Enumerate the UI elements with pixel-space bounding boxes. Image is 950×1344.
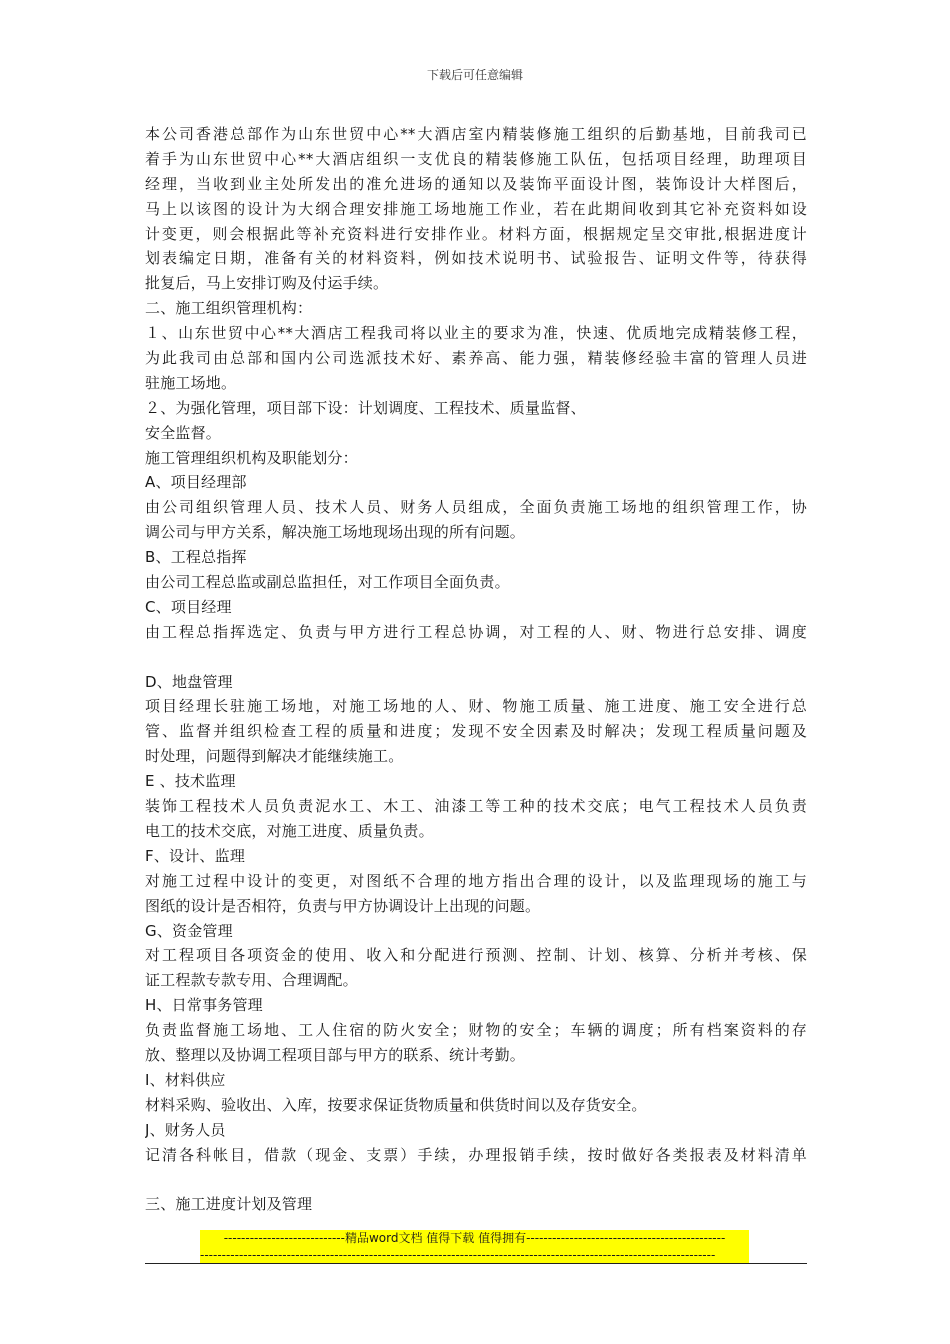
text-line: 计变更，则会根据此等补充资料进行安排作业。材料方面，根据规定呈交审批,根据进度计: [145, 224, 807, 243]
text-line: B、工程总指挥: [145, 548, 247, 567]
text-line: I、材料供应: [145, 1070, 226, 1089]
footer-banner: [200, 1230, 749, 1264]
blank-line: [145, 1167, 807, 1192]
text-line: 本公司香港总部作为山东世贸中心**大酒店室内精装修施工组织的后勤基地，目前我司已: [145, 125, 807, 143]
text-line: 调公司与甲方关系，解决施工场地现场出现的所有问题。: [145, 523, 526, 542]
text-line: 二、施工组织管理机构：: [145, 299, 313, 318]
footer-divider: [145, 1263, 807, 1264]
text-line: 材料采购、验收出、入库，按要求保证货物质量和供货时间以及存货安全。: [145, 1095, 647, 1114]
text-line: C、项目经理: [145, 597, 232, 616]
text-line: 着手为山东世贸中心**大酒店组织一支优良的精装修施工队伍，包括项目经理，助理项目: [145, 149, 807, 168]
document-body: [145, 122, 807, 1217]
text-line: G、资金管理: [145, 921, 233, 940]
page-header: 下载后可任意编辑: [426, 68, 523, 82]
text-line: 驻施工场地。: [145, 373, 237, 392]
text-line: H、日常事务管理: [145, 996, 263, 1015]
text-line: 对施工过程中设计的变更，对图纸不合理的地方指出合理的设计，以及监理现场的施工与: [145, 871, 807, 890]
text-line: J、财务人员: [145, 1120, 226, 1139]
text-line: 管、监督并组织检查工程的质量和进度；发现不安全因素及时解决；发现工程质量问题及: [145, 722, 807, 741]
footer-banner-line-2: -----------------------------------------------------------------------------------------------------------------------: [200, 1247, 749, 1264]
blank-line: [145, 645, 807, 670]
text-line: 证工程款专款专用、合理调配。: [145, 971, 358, 990]
text-line: 负责监督施工场地、工人住宿的防火安全；财物的安全；车辆的调度；所有档案资料的存: [145, 1021, 807, 1040]
text-line: 马上以该图的设计为大纲合理安排施工场地施工作业，若在此期间收到其它补充资料如设: [145, 199, 807, 218]
text-line: 施工管理组织机构及职能划分：: [145, 448, 358, 467]
text-line: F、设计、监理: [145, 846, 246, 865]
text-line: 批复后，马上安排订购及付运手续。: [145, 274, 389, 293]
text-line: 为此我司由总部和国内公司选派技术好、素养高、能力强，精装修经验丰富的管理人员进: [145, 349, 807, 368]
text-line: A、项目经理部: [145, 473, 247, 492]
text-line: E 、技术监理: [145, 772, 236, 791]
text-line: D、地盘管理: [145, 672, 233, 691]
text-line: 划表编定日期，准备有关的材料资料，例如技术说明书、试验报告、证明文件等，待获得: [145, 249, 807, 268]
text-line: 装饰工程技术人员负责泥水工、木工、油漆工等工种的技术交底；电气工程技术人员负责: [145, 797, 807, 816]
text-line: 安全监督。: [145, 423, 222, 442]
text-line: 由工程总指挥选定、负责与甲方进行工程总协调，对工程的人、财、物进行总安排、调度: [145, 622, 807, 641]
text-line: 放、整理以及协调工程项目部与甲方的联系、统计考勤。: [145, 1045, 526, 1064]
text-line: ２、为强化管理，项目部下设：计划调度、工程技术、质量监督、: [145, 398, 586, 417]
text-line: １、山东世贸中心**大酒店工程我司将以业主的要求为准，快速、优质地完成精装修工程，: [145, 324, 807, 343]
text-line: 三、施工进度计划及管理: [145, 1195, 313, 1214]
text-line: 项目经理长驻施工场地，对施工场地的人、财、物施工质量、施工进度、施工安全进行总: [145, 697, 807, 716]
footer-banner-line-1: ----------------------------精品word文档 值得下载 值得拥有----------------------------------------------: [200, 1230, 749, 1247]
text-line: 由公司组织管理人员、技术人员、财务人员组成，全面负责施工场地的组织管理工作，协: [145, 498, 807, 517]
text-line: 记清各科帐目，借款（现金、支票）手续，办理报销手续，按时做好各类报表及材料清单: [145, 1145, 807, 1164]
text-line: 电工的技术交底，对施工进度、质量负责。: [145, 821, 434, 840]
text-line: 对工程项目各项资金的使用、收入和分配进行预测、控制、计划、核算、分析并考核、保: [145, 946, 807, 965]
text-line: 图纸的设计是否相符，负责与甲方协调设计上出现的问题。: [145, 896, 541, 915]
text-line: 经理，当收到业主处所发出的准允进场的通知以及装饰平面设计图，装饰设计大样图后，: [145, 174, 807, 193]
text-line: 由公司工程总监或副总监担任，对工作项目全面负责。: [145, 573, 510, 592]
text-line: 时处理，问题得到解决才能继续施工。: [145, 747, 404, 766]
